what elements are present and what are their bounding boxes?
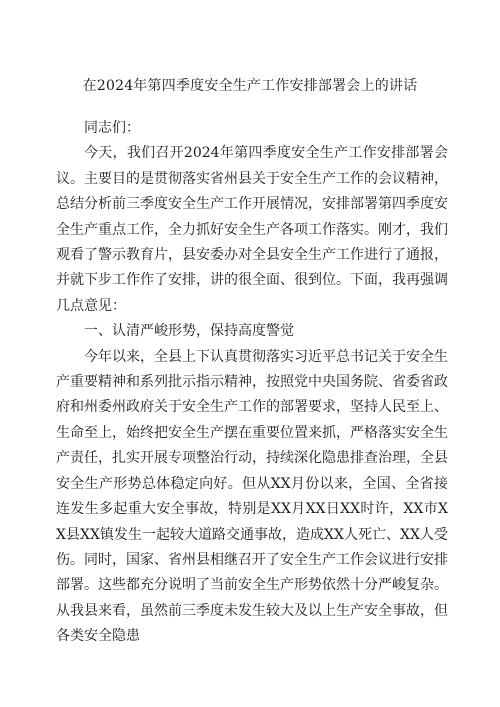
paragraph-situation: 今年以来，全县上下认真贯彻落实习近平总书记关于安全生产重要精神和系列批示指示精神，按照党中央国务院、省委省政府和州委州政府关于安全生产工作的部署要求，坚持人民至上、生命至上，始终把安全生产摆在重要位置来抓，严格落实安全生产责任，扎实开展专项整治行动，持续深化隐患排查治理，全县安全生产形势总体稳定向好。但从XX月份以来，全国、全省接连发生多起重大安全事故，特别是XX月XX日XX时许，XX市XX县XX镇发生一起较大道路交通事故，造成XX人死亡、XX人受伤。同时，国家、省州县相继召开了安全生产工作会议进行安排部署。这些都充分说明了当前安全生产形势依然十分严峻复杂。从我县来看，虽然前三季度未发生较大及以上生产安全事故，但各类安全隐患	[56, 348, 448, 645]
paragraph-intro: 今天，我们召开2024年第四季度安全生产工作安排部署会议。主要目的是贯彻落实省州县关于安全生产工作的会议精神，总结分析前三季度安全生产工作开展情况，安排部署第四季度安全生产重点工作，全力抓好安全生产各项工作落实。刚才，我们观看了警示教育片，县安委办对全县安全生产工作进行了通报，并就下步工作作了安排，讲的很全面、很到位。下面，我再强调几点意见：	[56, 145, 448, 314]
greeting: 同志们：	[84, 120, 140, 136]
section-heading: 一、认清严峻形势，保持高度警觉	[84, 323, 294, 340]
document-body	[56, 116, 448, 650]
document-title: 在2024年第四季度安全生产工作安排部署会上的讲话	[82, 78, 418, 94]
